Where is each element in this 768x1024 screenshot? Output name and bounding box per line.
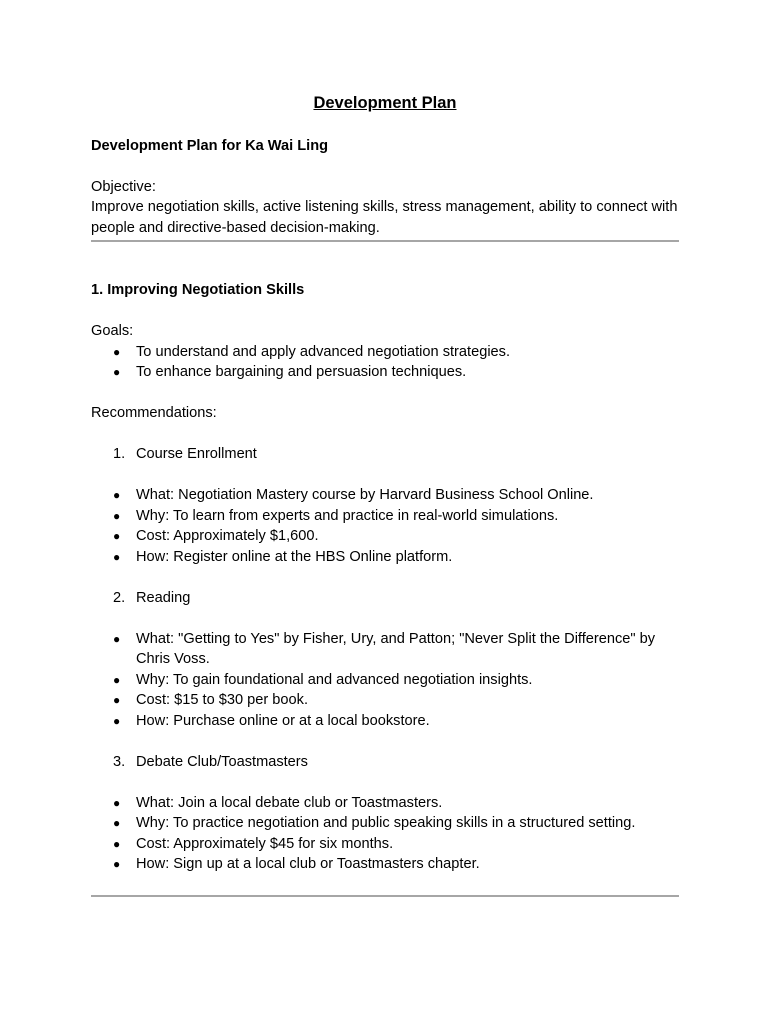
divider-bottom — [91, 895, 679, 897]
bullet-icon: ● — [113, 816, 121, 830]
detail-text: Why: To learn from experts and practice in real-world simulations. — [136, 507, 559, 524]
list-item — [91, 547, 679, 568]
objective-label: Objective: — [91, 178, 156, 195]
bullet-icon: ● — [113, 672, 121, 687]
list-item — [91, 793, 679, 814]
list-item — [91, 362, 679, 383]
bullet-icon: ● — [113, 631, 121, 646]
list-item — [91, 506, 679, 527]
recommendation-number: 3. — [113, 753, 126, 770]
detail-text: How: Register online at the HBS Online platform. — [136, 548, 453, 565]
bullet-icon: ● — [113, 488, 121, 502]
bullet-icon: ● — [113, 549, 121, 564]
bullet-icon: ● — [113, 508, 121, 523]
list-item — [91, 834, 679, 855]
goal-text: To understand and apply advanced negotiation strategies. — [136, 343, 511, 360]
bullet-icon: ● — [113, 795, 121, 810]
recommendation-heading — [91, 588, 679, 609]
list-item — [91, 342, 679, 363]
goals-list — [91, 342, 679, 383]
recommendation-number: 1. — [113, 446, 126, 462]
list-item — [91, 485, 679, 506]
detail-text: Cost: $15 to $30 per book. — [136, 692, 308, 708]
list-item — [91, 690, 679, 711]
bullet-icon: ● — [113, 836, 121, 851]
detail-text: How: Purchase online or at a local bookstore. — [136, 712, 430, 729]
list-item — [91, 711, 679, 732]
recommendation-details — [91, 793, 679, 875]
recommendation-heading — [91, 752, 679, 773]
list-item — [91, 526, 679, 547]
list-item — [91, 629, 679, 670]
detail-text: How: Sign up at a local club or Toastmasters chapter. — [136, 856, 480, 872]
goal-text: To enhance bargaining and persuasion techniques. — [136, 364, 467, 380]
recommendation-heading — [91, 444, 679, 465]
bullet-icon: ● — [113, 365, 121, 379]
recommendation-title: Course Enrollment — [136, 446, 257, 462]
objective-text: Improve negotiation skills, active listening skills, stress management, ability to connect with people and directive-based decision-making. — [91, 199, 678, 236]
section-heading: 1. Improving Negotiation Skills — [91, 282, 305, 298]
list-item — [91, 670, 679, 691]
document-page — [91, 92, 679, 897]
detail-text: Cost: Approximately $45 for six months. — [136, 835, 394, 852]
detail-text: What: Join a local debate club or Toastmasters. — [136, 794, 443, 811]
goals-label: Goals: — [91, 323, 134, 339]
detail-text: Cost: Approximately $1,600. — [136, 528, 319, 544]
bullet-icon: ● — [113, 857, 121, 871]
recommendation-number: 2. — [113, 589, 126, 606]
recommendations-label: Recommendations: — [91, 405, 217, 421]
page-title: Development Plan — [313, 94, 457, 112]
list-item — [91, 854, 679, 875]
plan-subtitle: Development Plan for Ka Wai Ling — [91, 138, 329, 154]
list-item — [91, 813, 679, 834]
recommendation-title: Reading — [136, 589, 191, 606]
bullet-icon: ● — [113, 344, 121, 359]
detail-text: What: "Getting to Yes" by Fisher, Ury, and Patton; "Never Split the Difference" by Chris Voss. — [136, 630, 656, 667]
bullet-icon: ● — [113, 529, 121, 543]
detail-text: Why: To gain foundational and advanced negotiation insights. — [136, 671, 533, 688]
recommendation-title: Debate Club/Toastmasters — [136, 753, 308, 770]
detail-text: Why: To practice negotiation and public speaking skills in a structured setting. — [136, 815, 636, 831]
detail-text: What: Negotiation Mastery course by Harvard Business School Online. — [136, 487, 594, 503]
bullet-icon: ● — [113, 713, 121, 728]
bullet-icon: ● — [113, 693, 121, 707]
recommendation-details — [91, 485, 679, 567]
recommendation-details — [91, 629, 679, 732]
